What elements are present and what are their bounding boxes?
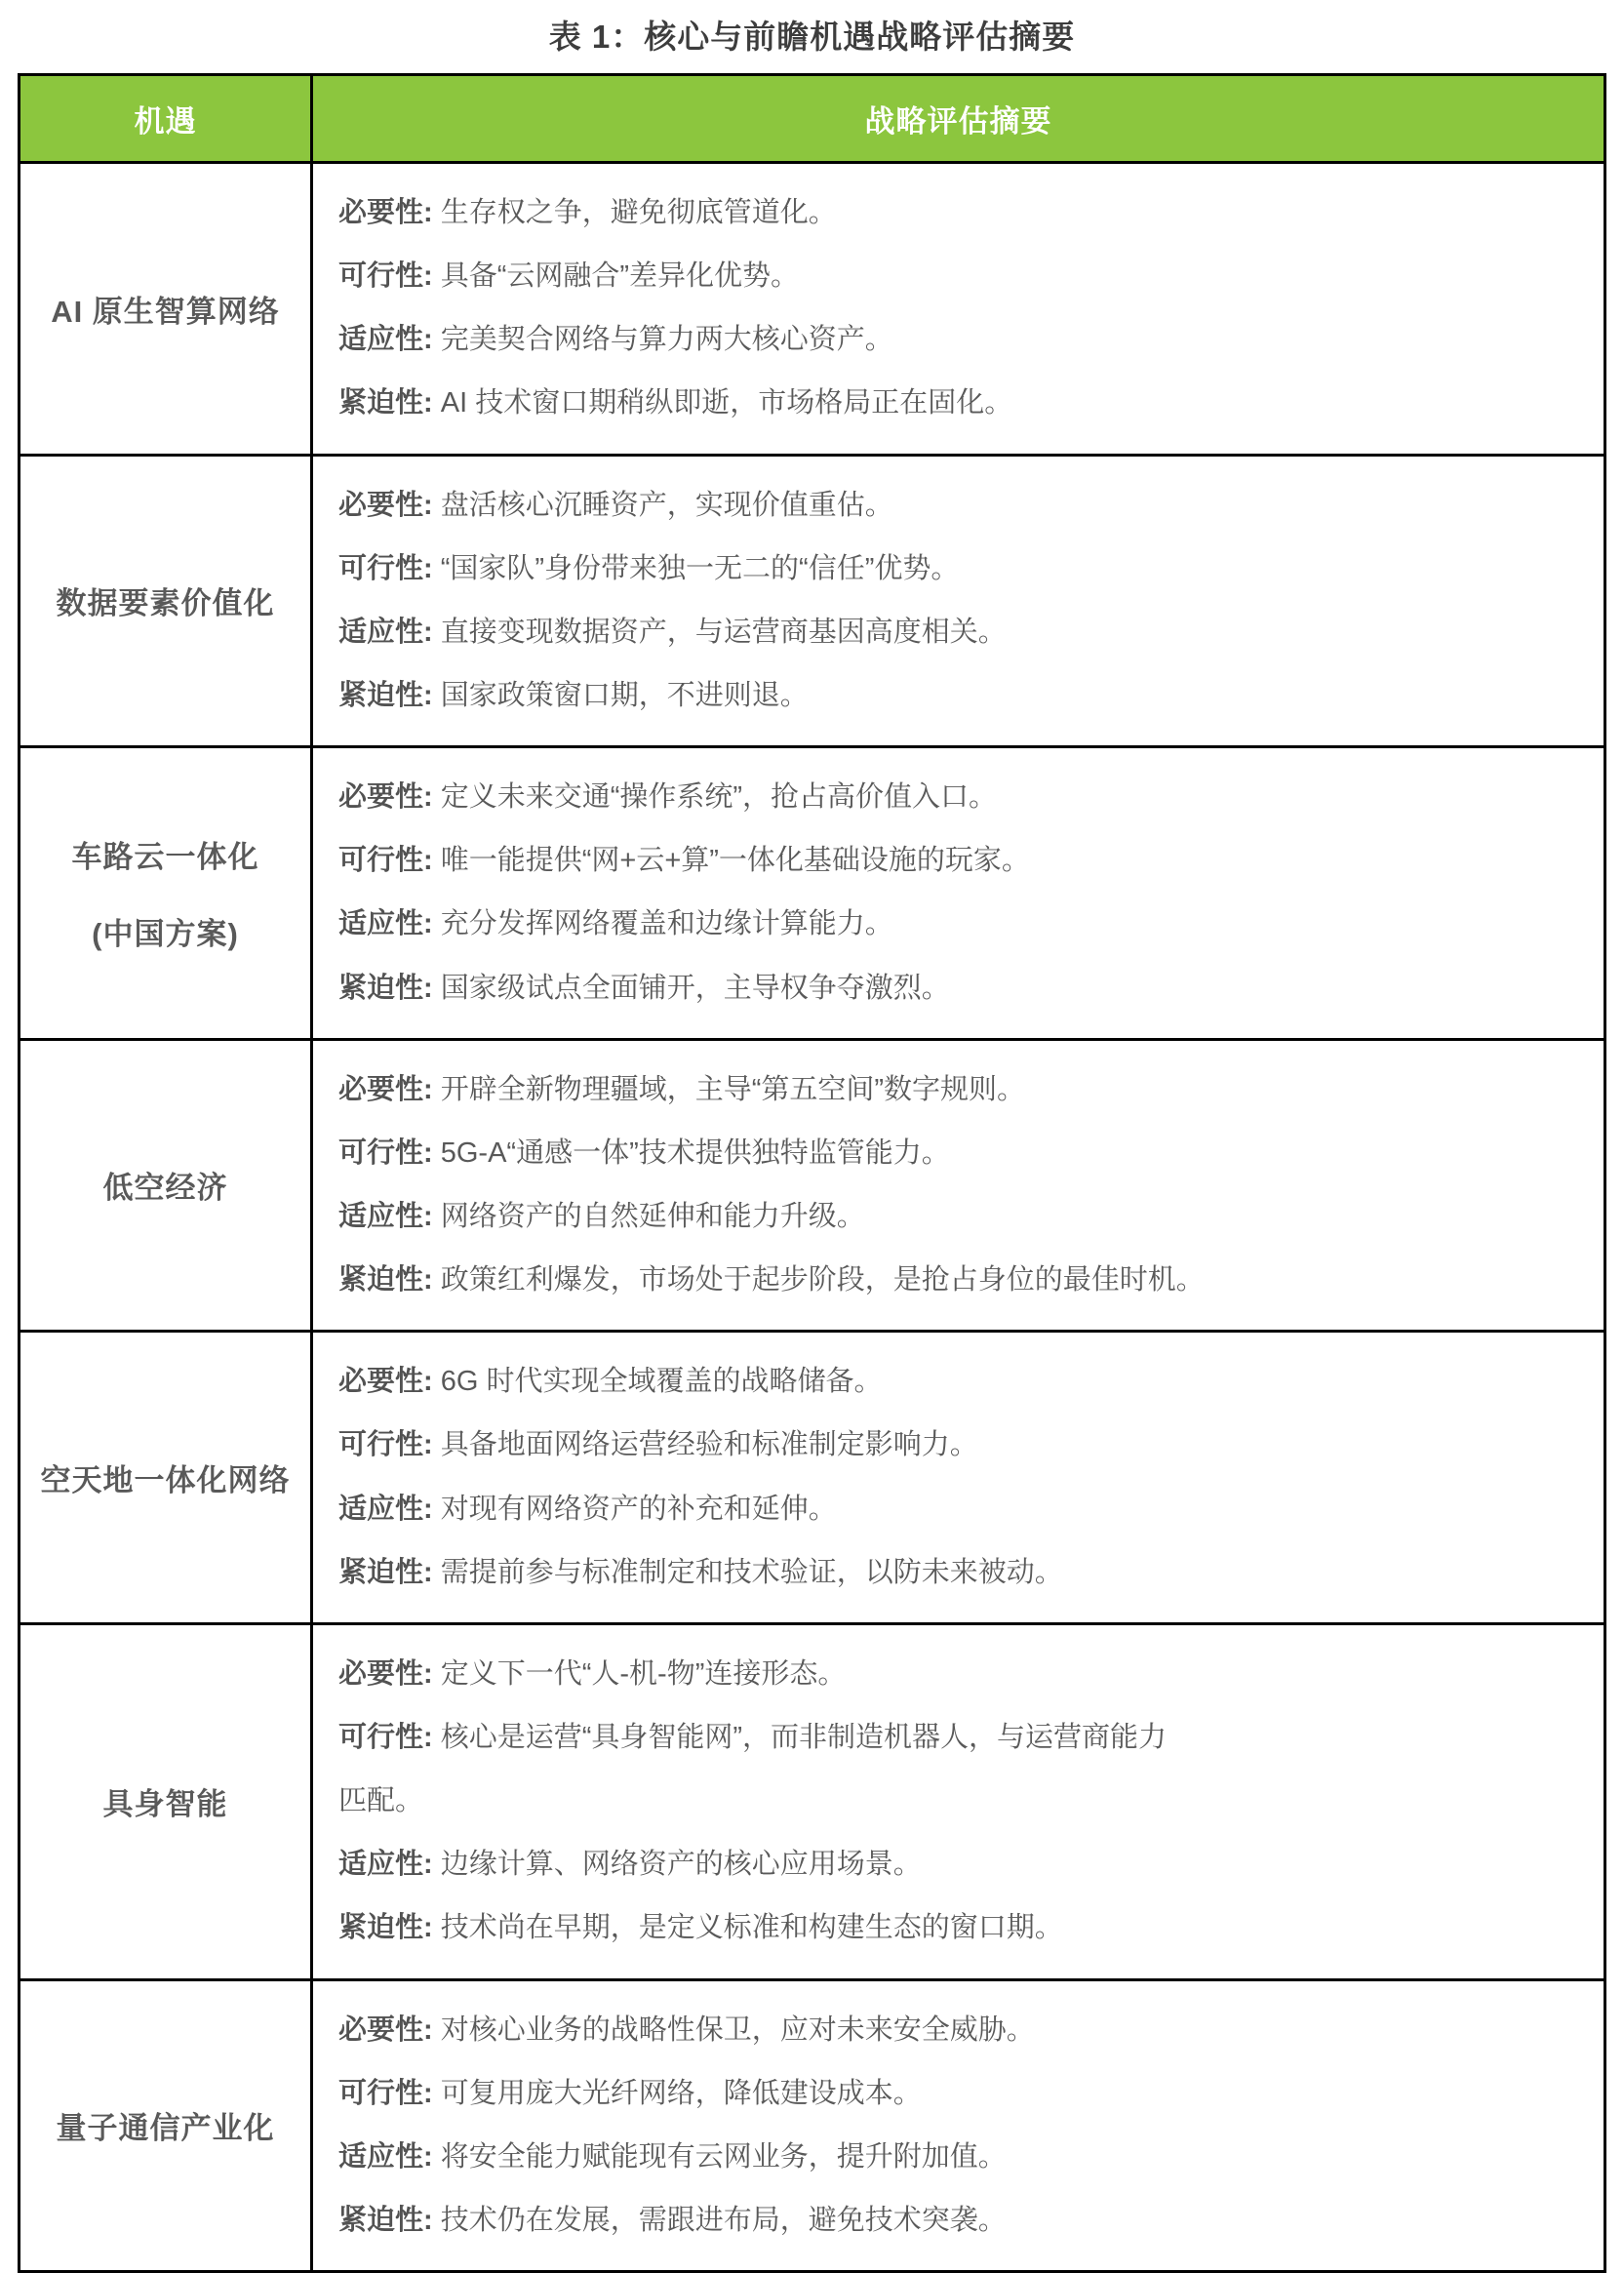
item-label: 必要性 (338, 197, 424, 228)
opportunity-name: 空天地一体化网络 (40, 1463, 291, 1498)
item-label: 紧迫性 (338, 679, 424, 711)
item-text: 需提前参与标准制定和技术验证，以防未来被动。 (440, 1556, 1063, 1588)
item-label: 紧迫性 (338, 1556, 424, 1588)
item-separator: : (423, 1264, 441, 1296)
opportunity-cell (20, 1039, 312, 1332)
item-line (338, 538, 1578, 601)
item-separator: : (423, 845, 441, 877)
opportunity-cell (20, 163, 312, 456)
item-separator: : (423, 489, 441, 521)
item-line (338, 957, 1578, 1020)
item-text: 技术尚在早期，是定义标准和构建生态的窗口期。 (440, 1912, 1063, 1944)
item-line (338, 1058, 1578, 1122)
opportunity-name-line2: (中国方案) (92, 917, 239, 952)
item-separator: : (423, 616, 441, 648)
opportunity-name: AI 原生智算网络 (51, 294, 280, 329)
item-text: 技术仍在发展，需跟进布局，避免技术突袭。 (440, 2204, 1007, 2236)
opportunity-name: 量子通信产业化 (56, 2111, 275, 2146)
item-separator: : (423, 1493, 441, 1525)
item-text: 国家政策窗口期，不进则退。 (440, 679, 809, 711)
item-label: 紧迫性 (338, 2204, 424, 2236)
item-text: 对现有网络资产的补充和延伸。 (440, 1493, 837, 1525)
item-text: 充分发挥网络覆盖和边缘计算能力。 (440, 908, 893, 940)
item-line (338, 245, 1578, 308)
summary-cell (312, 747, 1605, 1040)
opportunity-cell (20, 1623, 312, 1979)
item-line (338, 1249, 1578, 1312)
item-label: 可行性 (338, 845, 424, 877)
item-label: 紧迫性 (338, 1264, 424, 1296)
item-separator: : (423, 2140, 441, 2173)
item-text: 盘活核心沉睡资产，实现价值重估。 (440, 489, 893, 521)
summary-cell (312, 1039, 1605, 1332)
item-separator: : (423, 679, 441, 711)
item-line (338, 474, 1578, 538)
item-text: 定义下一代“人-机-物”连接形态。 (440, 1657, 847, 1690)
item-separator: : (423, 1912, 441, 1944)
item-label: 必要性 (338, 1073, 424, 1105)
item-label: 适应性 (338, 616, 424, 648)
item-label: 必要性 (338, 489, 424, 521)
opportunity-cell (20, 455, 312, 747)
item-line (338, 2126, 1578, 2189)
item-line (338, 372, 1578, 435)
header-row (20, 75, 1605, 163)
item-separator: : (423, 2204, 441, 2236)
col-summary-header: 战略评估摘要 (312, 75, 1605, 163)
item-text: 对核心业务的战略性保卫，应对未来安全威胁。 (440, 2014, 1035, 2046)
item-label: 紧迫性 (338, 387, 424, 419)
item-text: 完美契合网络与算力两大核心资产。 (440, 324, 893, 356)
item-line (338, 1706, 1578, 1770)
item-separator: : (423, 2077, 441, 2109)
item-text: 直接变现数据资产，与运营商基因高度相关。 (440, 616, 1007, 648)
opportunity-name: 车路云一体化 (71, 840, 259, 875)
item-line (338, 1350, 1578, 1414)
opportunity-name: 低空经济 (102, 1171, 228, 1206)
item-label: 必要性 (338, 2014, 424, 2046)
item-line (338, 664, 1578, 728)
item-text: 具备“云网融合”差异化优势。 (440, 260, 800, 293)
item-label: 适应性 (338, 908, 424, 940)
item-separator: : (423, 1073, 441, 1105)
item-label: 可行性 (338, 260, 424, 293)
item-line (338, 1541, 1578, 1605)
item-text: 生存权之争，避免彻底管道化。 (440, 197, 837, 228)
item-line (338, 1999, 1578, 2062)
summary-cell (312, 1623, 1605, 1979)
summary-cell (312, 1332, 1605, 1624)
table-row (20, 455, 1605, 747)
summary-cell (312, 163, 1605, 456)
table-row (20, 1039, 1605, 1332)
item-label: 可行性 (338, 1429, 424, 1461)
item-line (338, 1643, 1578, 1706)
item-separator: : (423, 972, 441, 1004)
item-label: 紧迫性 (338, 1912, 424, 1944)
table-row (20, 747, 1605, 1040)
item-text: 网络资产的自然延伸和能力升级。 (440, 1200, 865, 1232)
item-line (338, 2189, 1578, 2253)
item-separator: : (423, 552, 441, 584)
item-line (338, 1896, 1578, 1960)
item-separator: : (423, 1556, 441, 1588)
opportunity-cell (20, 747, 312, 1040)
item-text: 定义未来交通“操作系统”，抢占高价值入口。 (440, 781, 998, 814)
item-label: 适应性 (338, 1493, 424, 1525)
item-text: 将安全能力赋能现有云网业务，提升附加值。 (440, 2140, 1007, 2173)
item-line (338, 181, 1578, 245)
item-separator: : (423, 1366, 441, 1398)
item-separator: : (423, 260, 441, 293)
summary-cell (312, 1979, 1605, 2272)
item-separator: : (423, 1657, 441, 1690)
table-row (20, 163, 1605, 456)
item-separator: : (423, 1429, 441, 1461)
item-text: 核心是运营“具身智能网”，而非制造机器人，与运营商能力 (440, 1721, 1168, 1753)
table-body (20, 163, 1605, 2272)
page-title: 表 1：核心与前瞻机遇战略评估摘要 (548, 19, 1076, 55)
item-text: 边缘计算、网络资产的核心应用场景。 (440, 1849, 922, 1881)
item-label: 适应性 (338, 1849, 424, 1881)
item-line (338, 829, 1578, 893)
item-separator: : (423, 781, 441, 814)
item-text: 6G 时代实现全域覆盖的战略储备。 (440, 1366, 883, 1398)
item-line (338, 1833, 1578, 1896)
item-text: “国家队”身份带来独一无二的“信任”优势。 (440, 552, 960, 584)
item-separator: : (423, 1849, 441, 1881)
assessment-table (18, 73, 1606, 2273)
item-text: 政策红利爆发，市场处于起步阶段，是抢占身位的最佳时机。 (440, 1264, 1205, 1296)
table-row (20, 1979, 1605, 2272)
opportunity-name: 具身智能 (102, 1787, 228, 1822)
item-separator: : (423, 387, 441, 419)
item-text: 具备地面网络运营经验和标准制定影响力。 (440, 1429, 978, 1461)
item-label: 可行性 (338, 1136, 424, 1169)
item-text: 唯一能提供“网+云+算”一体化基础设施的玩家。 (440, 845, 1030, 877)
item-text: 开辟全新物理疆域，主导“第五空间”数字规则。 (440, 1073, 1026, 1105)
opportunity-cell (20, 1979, 312, 2272)
item-text: 可复用庞大光纤网络，降低建设成本。 (440, 2077, 922, 2109)
opportunity-name: 数据要素价值化 (56, 586, 275, 621)
item-line (338, 1478, 1578, 1541)
item-line (338, 601, 1578, 664)
item-separator: : (423, 2014, 441, 2046)
item-label: 适应性 (338, 324, 424, 356)
item-label: 可行性 (338, 2077, 424, 2109)
item-text: 5G-A“通感一体”技术提供独特监管能力。 (440, 1136, 950, 1169)
item-label: 必要性 (338, 1657, 424, 1690)
item-line (338, 308, 1578, 372)
item-line (338, 1414, 1578, 1477)
item-separator: : (423, 908, 441, 940)
item-text: 国家级试点全面铺开，主导权争夺激烈。 (440, 972, 950, 1004)
item-separator: : (423, 324, 441, 356)
item-label: 适应性 (338, 1200, 424, 1232)
item-separator: : (423, 1721, 441, 1753)
item-label: 紧迫性 (338, 972, 424, 1004)
item-line (338, 766, 1578, 829)
item-line (338, 1122, 1578, 1185)
item-continuation: 匹配。 (338, 1785, 424, 1817)
item-label: 必要性 (338, 1366, 424, 1398)
item-line (338, 1185, 1578, 1249)
col-opportunity-header: 机遇 (20, 75, 312, 163)
item-text: AI 技术窗口期稍纵即逝，市场格局正在固化。 (440, 387, 1013, 419)
table-row (20, 1332, 1605, 1624)
item-separator: : (423, 1200, 441, 1232)
opportunity-cell (20, 1332, 312, 1624)
item-separator: : (423, 1136, 441, 1169)
summary-cell (312, 455, 1605, 747)
item-separator: : (423, 197, 441, 228)
item-line (338, 2062, 1578, 2126)
table-row (20, 1623, 1605, 1979)
item-label: 可行性 (338, 1721, 424, 1753)
item-label: 可行性 (338, 552, 424, 584)
item-line (338, 893, 1578, 956)
item-label: 必要性 (338, 781, 424, 814)
item-label: 适应性 (338, 2140, 424, 2173)
